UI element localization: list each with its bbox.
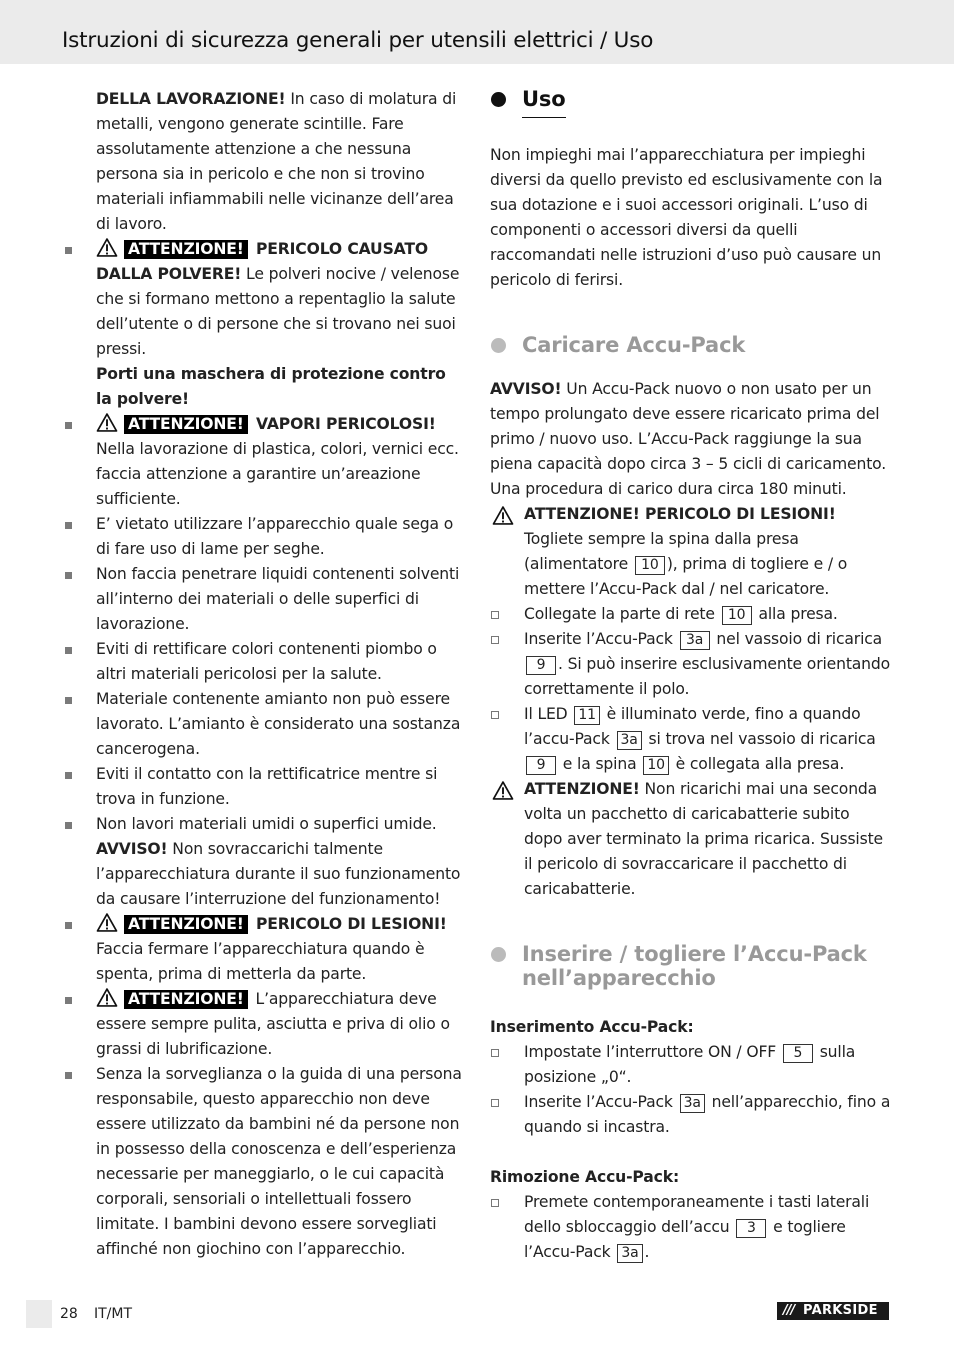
attention-badge: ATTENZIONE! xyxy=(124,990,248,1009)
list-item-dust-hazard xyxy=(62,237,462,362)
brand-logo xyxy=(777,1302,889,1320)
text: alla presa. xyxy=(753,605,838,623)
part-ref: 3a xyxy=(680,1094,705,1113)
warning-icon xyxy=(96,413,118,432)
text: Non sovraccarichi talmente l’apparecchiatura durante il suo funzionamento da causare l’interruzione del funzionamento! xyxy=(96,840,461,908)
warning-recharge xyxy=(490,777,892,902)
part-ref: 10 xyxy=(643,756,669,775)
text: Nella lavorazione di plastica, colori, vernici ecc. faccia attenzione a garantire un’areazione sufficiente. xyxy=(96,440,459,508)
part-ref: 3a xyxy=(617,1244,642,1263)
list-item: Eviti il contatto con la rettificatrice mentre si trova in funzione. xyxy=(62,762,462,812)
bold-lead: ATTENZIONE! PERICOLO DI LESIONI! xyxy=(524,505,836,523)
section-title: Uso xyxy=(522,87,566,118)
page-header xyxy=(0,0,954,64)
dust-mask-note: Porti una maschera di protezione contro la polvere! xyxy=(96,365,446,408)
warning-icon xyxy=(492,506,514,525)
list-item-injury-hazard xyxy=(62,912,462,987)
charging-notice xyxy=(490,377,892,502)
attention-badge: ATTENZIONE! xyxy=(124,415,248,434)
part-ref: 5 xyxy=(783,1044,813,1063)
page-title: Istruzioni di sicurezza generali per utensili elettrici / Uso xyxy=(62,28,654,53)
text: Le polveri nocive / velenose che si formano mettono a repentaglio la salute dell’utente o di persone che si trovano nei suoi pressi. xyxy=(96,265,460,358)
step-item xyxy=(490,1190,892,1265)
page-number: 28 xyxy=(60,1306,78,1322)
list-item: E’ vietato utilizzare l’apparecchio quale sega o di fare uso di lame per seghe. xyxy=(62,512,462,562)
text: Impostate l’interruttore ON / OFF xyxy=(524,1043,781,1061)
left-column xyxy=(62,87,462,1262)
section-heading-uso xyxy=(490,87,892,118)
part-ref: 10 xyxy=(635,556,665,575)
paragraph-sparks xyxy=(62,87,462,237)
subheading-insert: Inserimento Accu-Pack: xyxy=(490,1018,694,1036)
step-item xyxy=(490,627,892,702)
list-item: Eviti di rettificare colori contenenti piombo o altri materiali pericolosi per la salute. xyxy=(62,637,462,687)
text: Premete contemporaneamente i tasti laterali dello sbloccaggio dell’accu xyxy=(524,1193,870,1236)
section-title: Caricare Accu-Pack xyxy=(522,333,746,357)
bold-lead: AVVISO! xyxy=(96,840,168,858)
uso-paragraph: Non impieghi mai l’apparecchiatura per impieghi diversi da quello previsto ed esclusivamente con la sua dotazione e i suoi accessori originali. L’uso di componenti o accessori diversi da quelli raccomandati nelle istruzioni d’uso può causare un pericolo di ferirsi. xyxy=(490,146,883,289)
bold-lead: PERICOLO CAUSATO DALLA POLVERE! xyxy=(96,240,428,283)
list-item: Materiale contenente amianto non può essere lavorato. L’amianto è considerato una sostanza cancerogena. xyxy=(62,687,462,762)
part-ref: 9 xyxy=(526,756,556,775)
text: . xyxy=(644,1243,650,1261)
bold-lead: ATTENZIONE! xyxy=(524,780,640,798)
text: Un Accu-Pack nuovo o non usato per un tempo prolungato deve essere ricaricato prima del primo / nuovo uso. L’Accu-Pack raggiunge la sua piena capacità dopo circa 3 – 5 cicli di caricamento. Una procedura di carico dura circa 180 minuti. xyxy=(490,380,887,498)
footer-marker xyxy=(26,1300,52,1328)
warning-icon xyxy=(96,988,118,1007)
part-ref: 3 xyxy=(736,1219,766,1238)
bullet-dot-icon xyxy=(491,92,506,107)
text: In caso di molatura di metalli, vengono generate scintille. Fare assolutamente attenzione a che nessuna persona sia in pericolo e che non si trovino materiali infiammabili nelle vicinanze dell’area di lavoro. xyxy=(96,90,457,233)
bold-lead: AVVISO! xyxy=(490,380,562,398)
bold-lead: PERICOLO DI LESIONI! xyxy=(250,915,447,933)
text: è illuminato verde, fino a quando l’accu-Pack xyxy=(524,705,861,748)
warning-icon xyxy=(96,238,118,257)
text: nel vassoio di ricarica xyxy=(711,630,883,648)
text: Collegate la parte di rete xyxy=(524,605,720,623)
text: Inserite l’Accu-Pack xyxy=(524,1093,678,1111)
overload-note xyxy=(62,837,462,912)
part-ref: 10 xyxy=(722,606,752,625)
part-ref: 3a xyxy=(680,631,710,650)
bold-lead: VAPORI PERICOLOSI! xyxy=(250,415,436,433)
text: Togliete sempre la spina dalla presa (alimentatore xyxy=(524,530,799,573)
part-ref: 3a xyxy=(617,731,642,750)
text: è collegata alla presa. xyxy=(670,755,845,773)
step-item xyxy=(490,602,892,627)
text: Il LED xyxy=(524,705,573,723)
bullet-dot-icon xyxy=(491,947,506,962)
step-item xyxy=(490,1040,892,1090)
step-item xyxy=(490,1090,892,1140)
text: Faccia fermare l’apparecchiatura quando è spenta, prima di metterla da parte. xyxy=(96,940,425,983)
logo-stripes-icon: /// xyxy=(783,1303,795,1318)
list-item: Non faccia penetrare liquidi contenenti solventi all’interno dei materiali o delle superfici di lavorazione. xyxy=(62,562,462,637)
subheading-remove: Rimozione Accu-Pack: xyxy=(490,1168,680,1186)
part-ref: 11 xyxy=(574,706,600,725)
list-item: Senza la sorveglianza o la guida di una persona responsabile, questo apparecchio non deve essere utilizzato da bambini né da persone non in possesso della conoscenza e dell’esperienza necessarie per maneggiarlo, o le cui capacità corporali, sensoriali o intellettuali fossero limitate. I bambini devono essere sorvegliati affinché non giochino con l’apparecchio. xyxy=(62,1062,462,1262)
text: . Si può inserire esclusivamente orientando correttamente il polo. xyxy=(524,655,891,698)
warning-unplug xyxy=(490,502,892,602)
text: L’apparecchiatura deve essere sempre pulita, asciutta e priva di olio o grassi di lubrificazione. xyxy=(96,990,450,1058)
attention-badge: ATTENZIONE! xyxy=(124,240,248,259)
right-column xyxy=(490,87,892,1265)
list-item-vapor-hazard xyxy=(62,412,462,512)
text: Inserite l’Accu-Pack xyxy=(524,630,678,648)
text: sulla posizione „0“. xyxy=(524,1043,856,1086)
text: si trova nel vassoio di ricarica xyxy=(643,730,876,748)
text: Non ricarichi mai una seconda volta un pacchetto di caricabatterie subito dopo aver terminato la prima ricarica. Sussiste il pericolo di sovraccaricare il pacchetto di caricabatterie. xyxy=(524,780,883,898)
text: ), prima di togliere e / o mettere l’Accu-Pack dal / nel caricatore. xyxy=(524,555,848,598)
part-ref: 9 xyxy=(526,656,556,675)
section-heading-charging xyxy=(490,333,892,357)
text: e togliere l’Accu-Pack xyxy=(524,1218,846,1261)
bold-lead: DELLA LAVORAZIONE! xyxy=(96,90,286,108)
text: e la spina xyxy=(558,755,642,773)
warning-icon xyxy=(492,781,514,800)
text: nell’apparecchio, fino a quando si incastra. xyxy=(524,1093,891,1136)
step-item xyxy=(490,702,892,777)
list-item-cleanliness xyxy=(62,987,462,1062)
attention-badge: ATTENZIONE! xyxy=(124,915,248,934)
section-title: Inserire / togliere l’Accu-Pack nell’apparecchio xyxy=(522,942,867,990)
section-heading-insert-remove xyxy=(490,942,892,990)
warning-icon xyxy=(96,913,118,932)
language-code: IT/MT xyxy=(94,1306,133,1322)
list-item: Non lavori materiali umidi o superfici umide. xyxy=(62,812,462,837)
bullet-dot-icon xyxy=(491,338,506,353)
brand-name: PARKSIDE xyxy=(803,1303,878,1318)
